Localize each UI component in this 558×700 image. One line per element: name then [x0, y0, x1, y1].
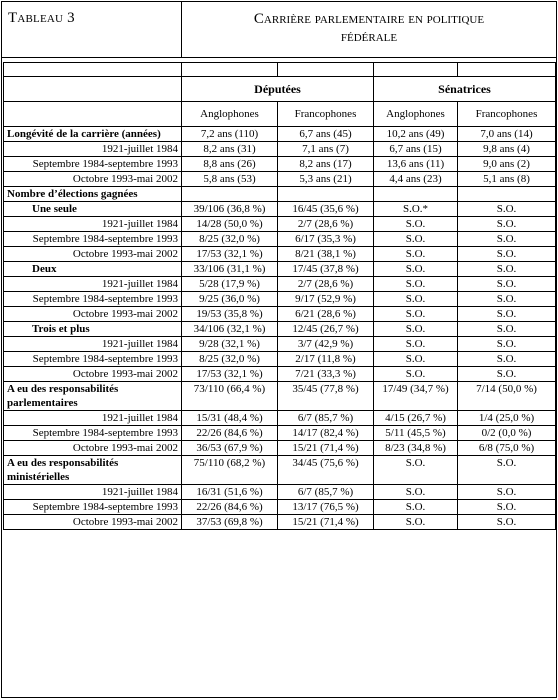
table-cell: S.O. [374, 500, 458, 515]
table-cell: 16/45 (35,6 %) [278, 202, 374, 217]
table-row [4, 456, 556, 485]
table-cell: 4,4 ans (23) [374, 172, 458, 187]
table-cell: S.O. [374, 515, 458, 530]
table-row [4, 426, 556, 441]
table-cell: 7/14 (50,0 %) [458, 382, 556, 411]
row-label: 1921-juillet 1984 [4, 411, 182, 426]
table-row [4, 441, 556, 456]
table-cell: 7,2 ans (110) [182, 127, 278, 142]
table-cell: 37/53 (69,8 %) [182, 515, 278, 530]
row-label: 1921-juillet 1984 [4, 485, 182, 500]
table-cell: S.O. [374, 217, 458, 232]
table-cell: 9/25 (36,0 %) [182, 292, 278, 307]
row-label: Octobre 1993-mai 2002 [4, 247, 182, 262]
table-row [4, 337, 556, 352]
table-cell: 7,0 ans (14) [458, 127, 556, 142]
table-cell: 5,1 ans (8) [458, 172, 556, 187]
row-label: Longévité de la carrière (années) [4, 127, 182, 142]
group-senatrices: Sénatrices [374, 77, 556, 102]
table-cell: S.O. [374, 247, 458, 262]
row-label: Septembre 1984-septembre 1993 [4, 352, 182, 367]
table-title-line1: Carrière parlementaire en politique [253, 11, 485, 27]
group-deputes: Députées [182, 77, 374, 102]
table-cell: S.O. [374, 456, 458, 485]
table-cell: S.O. [458, 277, 556, 292]
subheader-senatrices-anglophones: Anglophones [374, 102, 458, 127]
row-label: Octobre 1993-mai 2002 [4, 441, 182, 456]
table-cell: 12/45 (26,7 %) [278, 322, 374, 337]
row-label: A eu des responsabilités parlementaires [4, 382, 182, 411]
table-cell: 19/53 (35,8 %) [182, 307, 278, 322]
table-row [4, 307, 556, 322]
table-cell: 36/53 (67,9 %) [182, 441, 278, 456]
table-row [4, 172, 556, 187]
table-cell: 15/21 (71,4 %) [278, 515, 374, 530]
table-cell: 0/2 (0,0 %) [458, 426, 556, 441]
table-cell [458, 187, 556, 202]
table-cell: S.O. [458, 322, 556, 337]
table-row [4, 352, 556, 367]
table-cell: 14/17 (82,4 %) [278, 426, 374, 441]
table-cell: 75/110 (68,2 %) [182, 456, 278, 485]
table-cell: 8,8 ans (26) [182, 157, 278, 172]
table-cell: 2/7 (28,6 %) [278, 277, 374, 292]
table-cell: 13,6 ans (11) [374, 157, 458, 172]
row-label: Une seule [4, 202, 182, 217]
row-label: Deux [4, 262, 182, 277]
table-cell: 8/25 (32,0 %) [182, 232, 278, 247]
table-cell: 9/28 (32,1 %) [182, 337, 278, 352]
data-table [3, 62, 556, 530]
table-title-line2: fédérale [340, 29, 398, 45]
table-cell: 14/28 (50,0 %) [182, 217, 278, 232]
row-label: 1921-juillet 1984 [4, 142, 182, 157]
corner-cell [4, 77, 182, 102]
row-label: 1921-juillet 1984 [4, 337, 182, 352]
table-cell: S.O. [458, 262, 556, 277]
table-cell: 35/45 (77,8 %) [278, 382, 374, 411]
table-cell: 10,2 ans (49) [374, 127, 458, 142]
row-label: Octobre 1993-mai 2002 [4, 172, 182, 187]
table-row [4, 187, 556, 202]
table-cell: S.O. [458, 247, 556, 262]
table-cell: 9,0 ans (2) [458, 157, 556, 172]
table-cell: S.O. [374, 485, 458, 500]
table-row [4, 262, 556, 277]
table-row [4, 292, 556, 307]
table-cell: 13/17 (76,5 %) [278, 500, 374, 515]
table-cell: 7,1 ans (7) [278, 142, 374, 157]
table-row [4, 202, 556, 217]
table-cell: S.O. [374, 367, 458, 382]
table-cell: S.O. [458, 307, 556, 322]
table-cell: S.O. [374, 337, 458, 352]
table-cell: 15/31 (48,4 %) [182, 411, 278, 426]
row-label: 1921-juillet 1984 [4, 277, 182, 292]
table-row [4, 127, 556, 142]
subheader-row [4, 102, 556, 127]
table-cell: 15/21 (71,4 %) [278, 441, 374, 456]
table-cell: 5/11 (45,5 %) [374, 426, 458, 441]
table-cell: S.O. [458, 367, 556, 382]
table-cell: S.O. [374, 352, 458, 367]
table-cell: 6/17 (35,3 %) [278, 232, 374, 247]
table-cell: S.O. [458, 337, 556, 352]
table-cell: 8/25 (32,0 %) [182, 352, 278, 367]
group-header-row [4, 77, 556, 102]
row-label: Septembre 1984-septembre 1993 [4, 232, 182, 247]
table-cell [278, 187, 374, 202]
table-cell: S.O. [374, 232, 458, 247]
table-cell: 8/21 (38,1 %) [278, 247, 374, 262]
table-row [4, 382, 556, 411]
row-label: Octobre 1993-mai 2002 [4, 515, 182, 530]
table-cell: 39/106 (36,8 %) [182, 202, 278, 217]
table-cell: 34/45 (75,6 %) [278, 456, 374, 485]
table-cell: S.O. [458, 352, 556, 367]
row-label: Trois et plus [4, 322, 182, 337]
table-cell: 34/106 (32,1 %) [182, 322, 278, 337]
table-row [4, 322, 556, 337]
subheader-senatrices-francophones: Francophones [458, 102, 556, 127]
table-cell: 5,3 ans (21) [278, 172, 374, 187]
row-label: Septembre 1984-septembre 1993 [4, 426, 182, 441]
table-cell: 6/21 (28,6 %) [278, 307, 374, 322]
table-cell: S.O. [374, 292, 458, 307]
row-label: Octobre 1993-mai 2002 [4, 307, 182, 322]
table-cell: 6/7 (85,7 %) [278, 411, 374, 426]
table-cell: 22/26 (84,6 %) [182, 500, 278, 515]
subheader-deputes-francophones: Francophones [278, 102, 374, 127]
table-row [4, 500, 556, 515]
table-row [4, 247, 556, 262]
table-row [4, 485, 556, 500]
table-cell: 9/17 (52,9 %) [278, 292, 374, 307]
table-cell: S.O.* [374, 202, 458, 217]
table-page [1, 1, 557, 698]
table-cell: 2/17 (11,8 %) [278, 352, 374, 367]
table-cell: S.O. [458, 292, 556, 307]
table-cell: S.O. [458, 485, 556, 500]
table-cell: 17/45 (37,8 %) [278, 262, 374, 277]
table-cell: S.O. [374, 277, 458, 292]
row-label: 1921-juillet 1984 [4, 217, 182, 232]
table-cell: S.O. [458, 515, 556, 530]
table-cell: S.O. [374, 322, 458, 337]
table-cell: 73/110 (66,4 %) [182, 382, 278, 411]
table-cell: 2/7 (28,6 %) [278, 217, 374, 232]
table-cell: 6,7 ans (45) [278, 127, 374, 142]
table-row [4, 232, 556, 247]
table-cell: S.O. [458, 500, 556, 515]
table-cell: 8,2 ans (31) [182, 142, 278, 157]
spacer-row [4, 63, 556, 77]
table-cell: 5,8 ans (53) [182, 172, 278, 187]
corner-cell [4, 102, 182, 127]
table-row [4, 367, 556, 382]
table-cell: S.O. [458, 456, 556, 485]
data-table-body [4, 63, 556, 530]
table-cell: 17/53 (32,1 %) [182, 367, 278, 382]
table-cell: 6,7 ans (15) [374, 142, 458, 157]
table-title [182, 2, 556, 57]
table-number: Tableau 3 [2, 2, 182, 57]
row-label: Septembre 1984-septembre 1993 [4, 157, 182, 172]
table-row [4, 142, 556, 157]
table-cell: 8,2 ans (17) [278, 157, 374, 172]
table-cell: S.O. [374, 262, 458, 277]
table-cell: 9,8 ans (4) [458, 142, 556, 157]
table-cell: 17/53 (32,1 %) [182, 247, 278, 262]
row-label: Septembre 1984-septembre 1993 [4, 500, 182, 515]
table-cell: S.O. [374, 307, 458, 322]
table-cell: S.O. [458, 202, 556, 217]
table-row [4, 515, 556, 530]
table-cell: 1/4 (25,0 %) [458, 411, 556, 426]
table-cell: S.O. [458, 217, 556, 232]
subheader-deputes-anglophones: Anglophones [182, 102, 278, 127]
table-cell: 22/26 (84,6 %) [182, 426, 278, 441]
table-row [4, 217, 556, 232]
table-cell: 8/23 (34,8 %) [374, 441, 458, 456]
table-cell: 17/49 (34,7 %) [374, 382, 458, 411]
row-label: Octobre 1993-mai 2002 [4, 367, 182, 382]
table-cell: 33/106 (31,1 %) [182, 262, 278, 277]
table-cell: 6/8 (75,0 %) [458, 441, 556, 456]
table-row [4, 157, 556, 172]
table-cell: 7/21 (33,3 %) [278, 367, 374, 382]
table-row [4, 411, 556, 426]
table-cell [374, 187, 458, 202]
table-cell [182, 187, 278, 202]
row-label: A eu des responsabilités ministérielles [4, 456, 182, 485]
table-header [2, 2, 556, 58]
row-label: Septembre 1984-septembre 1993 [4, 292, 182, 307]
table-cell: 5/28 (17,9 %) [182, 277, 278, 292]
table-cell: 6/7 (85,7 %) [278, 485, 374, 500]
row-label: Nombre d’élections gagnées [4, 187, 182, 202]
table-row [4, 277, 556, 292]
table-cell: S.O. [458, 232, 556, 247]
table-cell: 4/15 (26,7 %) [374, 411, 458, 426]
table-cell: 3/7 (42,9 %) [278, 337, 374, 352]
table-cell: 16/31 (51,6 %) [182, 485, 278, 500]
